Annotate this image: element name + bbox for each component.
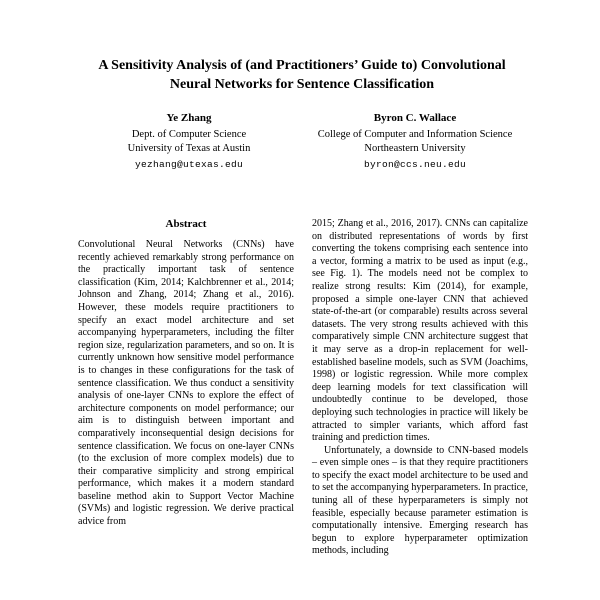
abstract-heading: Abstract bbox=[165, 218, 207, 230]
author-block-2 bbox=[302, 111, 528, 172]
body-paragraph-2: Unfortunately, a downside to CNN-based models – even simple ones – is that they require practitioners to specify the exact model architecture to be used and to set the accompanying hyperparameters. In practice, tuning all of these hyperparameters is simply not feasible, especially because parameter estimation is computationally intensive. Emerging research has begun to explore hyperparameter optimization methods, including bbox=[312, 444, 529, 557]
author-name: Ye Zhang bbox=[166, 112, 212, 124]
author-department: Dept. of Computer Science bbox=[131, 129, 247, 140]
author-block-1 bbox=[76, 111, 302, 172]
left-column bbox=[76, 218, 296, 558]
right-column bbox=[312, 218, 528, 558]
abstract-text: Convolutional Neural Networks (CNNs) have recently achieved remarkably strong performance on the practically important task of sentence classification (Kim, 2014; Kalchbrenner et al., 2014; Johnson and Zhang, 2014; Zhang et al., 2016). However, these models require practitioners to specify an exact model architecture and set accompanying hyperparameters, including the filter region size, regularization parameters, and so on. It is currently unknown how sensitive model performance is to changes in these configurations for the task of sentence classification. We thus conduct a sensitivity analysis of one-layer CNNs to explore the effect of architecture components on model performance; our aim is to distinguish between important and comparatively inconsequential design decisions for sentence classification. We focus on one-layer CNNs (to the exclusion of more complex models) due to their comparative simplicity and strong empirical performance, which makes it a modern standard baseline method akin to Support Vector Machine (SVMs) and logistic regression. We derive practical advice from bbox=[78, 239, 294, 528]
paper-title: A Sensitivity Analysis of (and Practitioners’ Guide to) Convolutional Neural Networks for Sentence Classification bbox=[98, 58, 506, 92]
author-email: byron@ccs.neu.edu bbox=[363, 159, 466, 170]
author-block-row bbox=[76, 111, 528, 172]
author-department: College of Computer and Information Science bbox=[317, 129, 513, 140]
author-institution: Northeastern University bbox=[364, 143, 466, 154]
author-institution: University of Texas at Austin bbox=[127, 143, 251, 154]
two-column-body bbox=[76, 218, 528, 558]
author-email: yezhang@utexas.edu bbox=[134, 159, 244, 170]
author-name: Byron C. Wallace bbox=[373, 112, 457, 124]
body-paragraph-1: 2015; Zhang et al., 2016, 2017). CNNs can capitalize on distributed representations of words by first converting the tokens comprising each sentence into a vector, forming a matrix to be used as input (e.g., see Fig. 1). The models need not be complex to realize strong results: Kim (2014), for example, proposed a simple one-layer CNN that achieved state-of-the-art (or comparable) results across several datasets. The very strong results achieved with this comparatively simple CNN architecture suggest that it may serve as a drop-in replacement for well-established baseline models, such as SVM (Joachims, 1998) or logistic regression. While more complex deep learning models for text classification will undoubtedly continue to be developed, those deploying such technologies in practice will likely be attracted to simpler variants, which afford fast training and prediction times. bbox=[312, 218, 528, 444]
